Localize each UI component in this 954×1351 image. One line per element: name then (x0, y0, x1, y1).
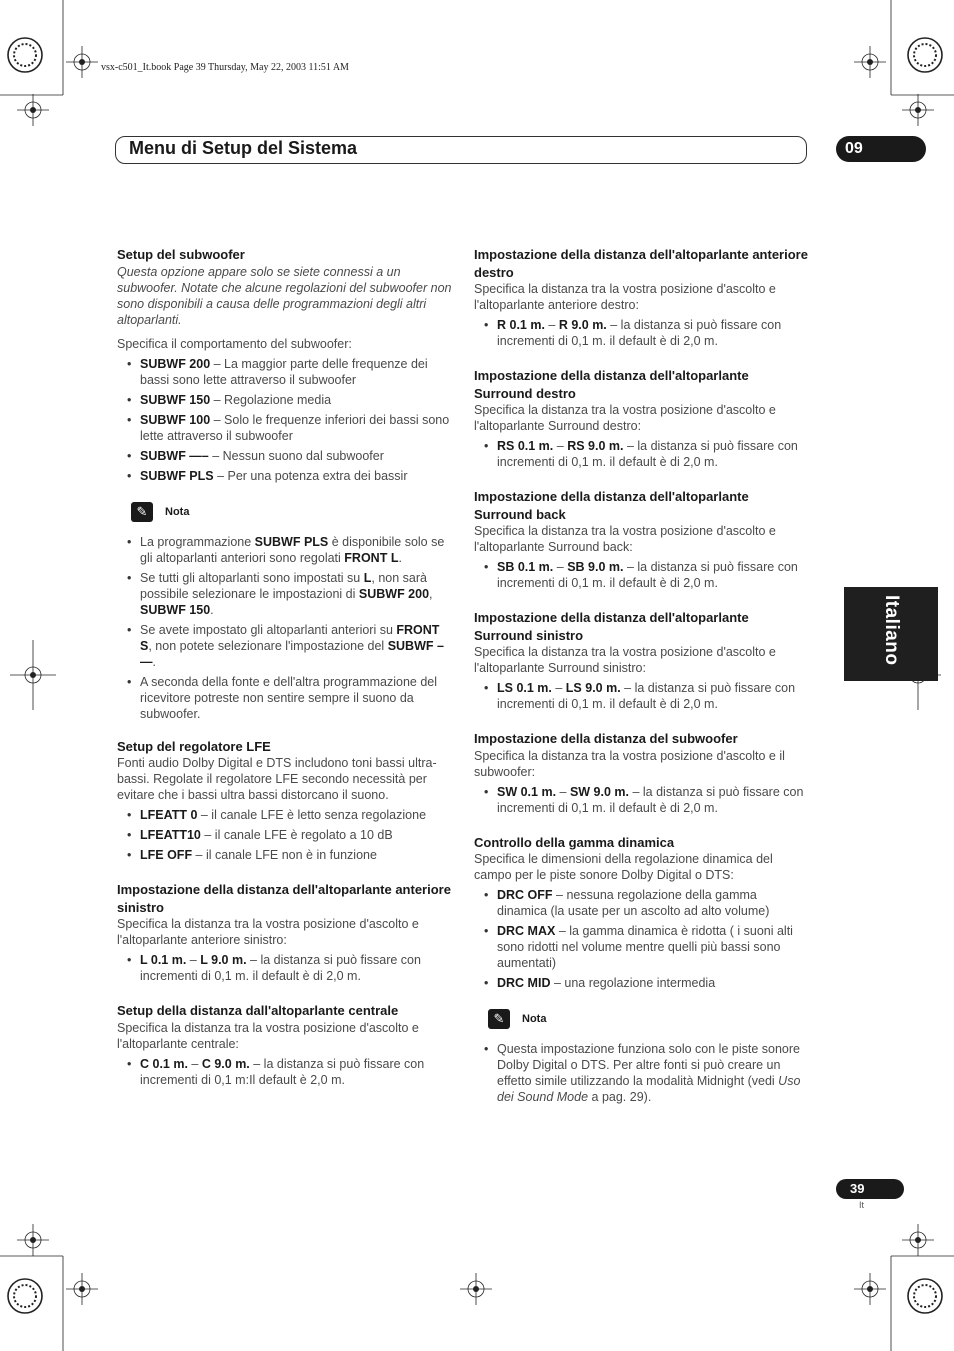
list-item: • SUBWF 150 – Regolazione media (117, 392, 452, 408)
note-label: Nota (165, 505, 190, 518)
list-item: • R 0.1 m. – R 9.0 m. – la distanza si può fissare con incrementi di 0,1 m. il default è di 2,0 m. (474, 317, 809, 349)
section-heading: Setup del regolatore LFE (117, 738, 271, 754)
drc-option-list (474, 887, 809, 991)
section-front-left-distance (117, 881, 452, 984)
list-item: • Se avete impostato gli altoparlanti anteriori su FRONT S, non potete selezionare l'impostazione del SUBWF –—. (117, 622, 452, 670)
section-heading: Impostazione della distanza dell'altoparlante anteriore sinistro (117, 882, 451, 915)
chapter-number: 09 (845, 140, 863, 157)
section-subwoofer-setup (117, 246, 452, 484)
distance-list (117, 1056, 452, 1088)
page-number-badge (836, 1179, 904, 1199)
list-item: • RS 0.1 m. – RS 9.0 m. – la distanza si può fissare con incrementi di 0,1 m. il default è di 2,0 m. (474, 438, 809, 470)
list-item: • Questa impostazione funziona solo con le piste sonore Dolby Digital o DTS. Per altre fonti si può creare un effetto simile utilizzando la modalità Midnight (vedi Uso dei Sound Mode a pag. 29). (474, 1041, 809, 1105)
list-item: • La programmazione SUBWF PLS è disponibile solo se gli altoparlanti anteriori sono regolati FRONT L. (117, 534, 452, 566)
section-intro: Specifica la distanza tra la vostra posizione d'ascolto e l'altoparlante anteriore destro: (474, 282, 776, 312)
pencil-note-icon: ✎ (131, 502, 153, 522)
section-heading: Impostazione della distanza dell'altoparlante Surround sinistro (474, 610, 749, 643)
section-lfe-setup (117, 738, 452, 864)
list-item: • SUBWF —– – Nessun suono dal subwoofer (117, 448, 452, 464)
section-front-right-distance (474, 246, 809, 349)
note-header (131, 500, 452, 524)
section-intro: Specifica il comportamento del subwoofer: (117, 336, 352, 351)
lfe-option-list (117, 807, 452, 863)
section-center-distance (117, 1002, 452, 1088)
list-item: • SUBWF PLS – Per una potenza extra dei bassir (117, 468, 452, 484)
list-item: • LFE OFF – il canale LFE non è in funzione (117, 847, 452, 863)
pencil-note-icon: ✎ (488, 1009, 510, 1029)
list-item: • Se tutti gli altoparlanti sono impostati su L, non sarà possibile selezionare le impostazioni di SUBWF 200, SUBWF 150. (117, 570, 452, 618)
list-item: • L 0.1 m. – L 9.0 m. – la distanza si può fissare con incrementi di 0,1 m. il default è di 2,0 m. (117, 952, 452, 984)
list-item: • SB 0.1 m. – SB 9.0 m. – la distanza si può fissare con incrementi di 0,1 m. il default è di 2,0 m. (474, 559, 809, 591)
distance-list (474, 559, 809, 591)
list-item: • SUBWF 200 – La maggior parte delle frequenze dei bassi sono lette attraverso il subwoofer (117, 356, 452, 388)
section-heading: Setup della distanza dall'altoparlante centrale (117, 1003, 399, 1018)
list-item: • LS 0.1 m. – LS 9.0 m. – la distanza si può fissare con incrementi di 0,1 m. il default è di 2,0 m. (474, 680, 809, 712)
section-heading: Impostazione della distanza dell'altoparlante anteriore destro (474, 247, 808, 280)
section-intro: Specifica la distanza tra la vostra posizione d'ascolto e l'altoparlante Surround destro: (474, 403, 776, 433)
italic-note: Questa opzione appare solo se siete connessi a un subwoofer. Notate che alcune regolazioni del subwoofer non sono disponibili a causa delle programmazioni degli altri altoparlanti. (117, 264, 452, 327)
section-heading: Impostazione della distanza dell'altoparlante Surround back (474, 489, 749, 522)
distance-list (474, 438, 809, 470)
section-surround-back-distance (474, 488, 809, 591)
list-item: • LFEATT 0 – il canale LFE è letto senza regolazione (117, 807, 452, 823)
subwoofer-option-list (117, 356, 452, 484)
language-side-tab (844, 587, 938, 681)
drc-notes-list (474, 1041, 809, 1105)
page-number: 39 (850, 1181, 865, 1196)
section-heading: Impostazione della distanza dell'altoparlante Surround destro (474, 368, 749, 401)
language-code: It (859, 1200, 865, 1210)
list-item: • SUBWF 100 – Solo le frequenze inferiori dei bassi sono lette attraverso il subwoofer (117, 412, 452, 444)
section-heading: Impostazione della distanza del subwoofer (474, 731, 738, 746)
page-title: Menu di Setup del Sistema (129, 138, 358, 158)
list-item: • DRC MID – una regolazione intermedia (474, 975, 809, 991)
section-surround-left-distance (474, 609, 809, 712)
section-intro: Specifica la distanza tra la vostra posizione d'ascolto e l'altoparlante Surround back: (474, 524, 776, 554)
list-item: • SW 0.1 m. – SW 9.0 m. – la distanza si può fissare con incrementi di 0,1 m. il default è di 2,0 m. (474, 784, 809, 816)
section-intro: Specifica la distanza tra la vostra posizione d'ascolto e l'altoparlante centrale: (117, 1020, 419, 1051)
distance-list (474, 680, 809, 712)
section-dynamic-range (474, 834, 809, 992)
distance-list (474, 317, 809, 349)
file-header: vsx-c501_It.book Page 39 Thursday, May 22, 2003 11:51 AM (101, 62, 349, 73)
section-heading: Setup del subwoofer (117, 247, 245, 262)
list-item: • C 0.1 m. – C 9.0 m. – la distanza si può fissare con incrementi di 0,1 m:Il default è 2,0 m. (117, 1056, 452, 1088)
section-intro: Specifica le dimensioni della regolazione dinamica del campo per le piste sonore Dolby Digital o DTS: (474, 852, 773, 882)
list-item: • A seconda della fonte e dell'altra programmazione del ricevitore potreste non sentire sempre il suono da subwoofer. (117, 674, 452, 722)
section-intro: Specifica la distanza tra la vostra posizione d'ascolto e l'altoparlante Surround sinistro: (474, 645, 776, 675)
section-intro: Specifica la distanza tra la vostra posizione d'ascolto e l'altoparlante anteriore sinistro: (117, 917, 419, 947)
distance-list (117, 952, 452, 984)
section-intro: Specifica la distanza tra la vostra posizione d'ascolto e il subwoofer: (474, 748, 785, 779)
section-intro: Fonti audio Dolby Digital e DTS includono toni bassi ultra-bassi. Regolate il regolatore LFE secondo necessità per evitare che i bassi ultra bassi distorcano il suono. (117, 756, 437, 802)
language-label: Italiano (881, 595, 902, 666)
note-label: Nota (522, 1013, 547, 1025)
subwoofer-notes-list (117, 534, 452, 722)
section-subwoofer-distance (474, 730, 809, 816)
list-item: • LFEATT10 – il canale LFE è regolato a 10 dB (117, 827, 452, 843)
note-header (488, 1007, 809, 1031)
list-item: • DRC MAX – la gamma dinamica è ridotta ( i suoni alti sono ridotti nel volume mentre quelli più bassi sono aumentati) (474, 923, 809, 971)
list-item: • DRC OFF – nessuna regolazione della gamma dinamica (la usate per un ascolto ad alto volume) (474, 887, 809, 919)
section-heading: Controllo della gamma dinamica (474, 834, 675, 850)
right-column (474, 246, 809, 1109)
distance-list (474, 784, 809, 816)
section-surround-right-distance (474, 367, 809, 470)
left-column (117, 246, 452, 1106)
